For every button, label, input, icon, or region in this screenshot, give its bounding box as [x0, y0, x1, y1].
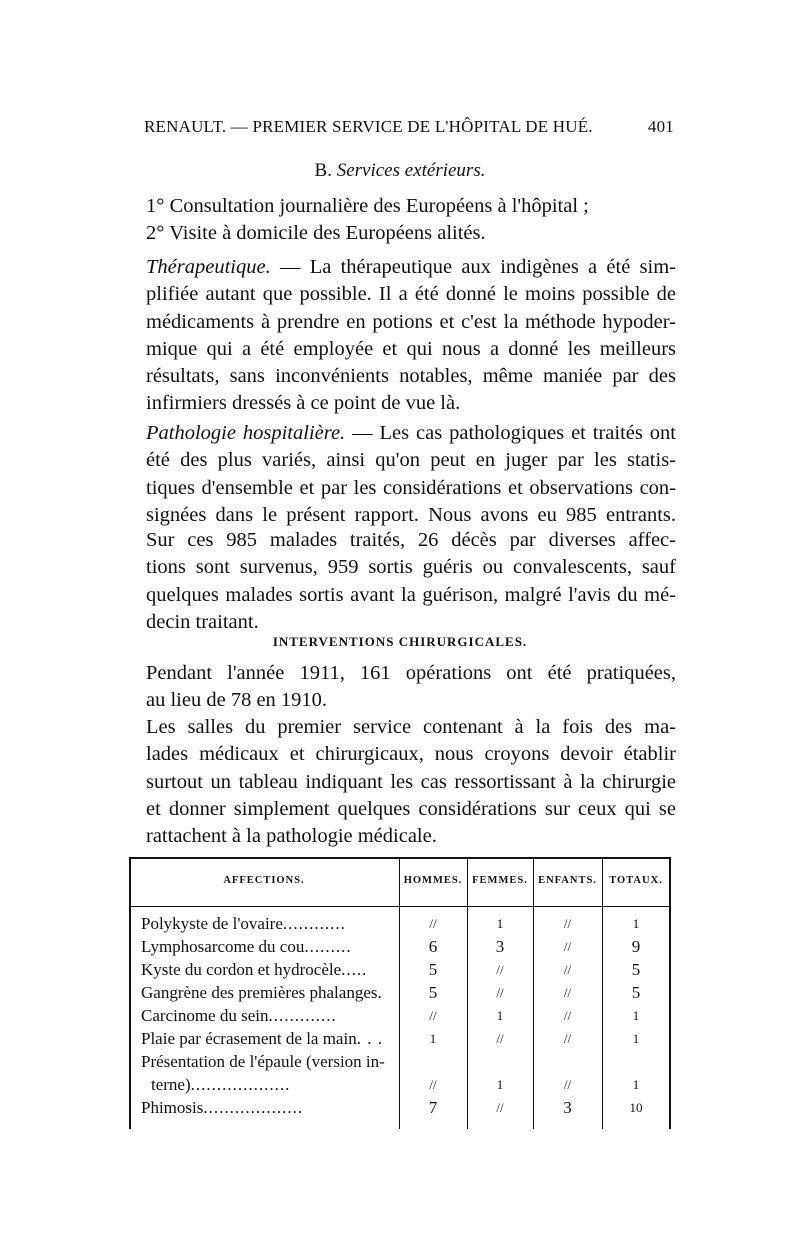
- column-header-enfants: ENFANTS.: [538, 875, 597, 886]
- affections-table: [129, 857, 670, 1129]
- cell-hommes: 7: [428, 1098, 438, 1117]
- column-header-femmes: FEMMES.: [472, 875, 528, 886]
- interventions-heading: INTERVENTIONS CHIRURGICALES.: [272, 634, 528, 649]
- cell-hommes: //: [429, 916, 437, 931]
- cell-totaux: [602, 1050, 670, 1073]
- text-line: surtout un tableau indiquant les cas ressortissant à la chirurgie: [146, 770, 676, 793]
- cell-hommes: 6: [428, 937, 438, 956]
- cell-enfants: //: [563, 939, 572, 954]
- text-line: tions sont survenus, 959 sortis guéris ou convalescents, sauf: [146, 556, 676, 579]
- cell-hommes: 1: [429, 1031, 437, 1046]
- text-line: Pathologie hospitalière. — Les cas pathologiques et traités ont: [146, 422, 676, 444]
- section-title-text: Services extérieurs.: [336, 160, 486, 181]
- table-row: [129, 981, 670, 1004]
- cell-femmes: 1: [496, 1077, 504, 1092]
- text-line: signées dans le présent rapport. Nous avons eu 985 entrants.: [146, 503, 676, 526]
- text-line: decin traitant.: [146, 610, 259, 633]
- paragraph-label: Pathologie hospitalière.: [146, 422, 346, 444]
- table-row: [129, 1004, 670, 1027]
- text-line: résultats, sans inconvénients notables, même maniée par des: [146, 365, 676, 388]
- table-row: [129, 912, 670, 935]
- affection-label: Gangrène des premières phalanges.: [141, 983, 383, 1002]
- cell-femmes: 1: [496, 916, 504, 931]
- section-letter: B.: [314, 160, 332, 181]
- table-row: [129, 1073, 670, 1096]
- cell-totaux: 9: [631, 937, 641, 956]
- affection-label: Polykyste de l'ovaire............: [141, 914, 346, 933]
- table-row: [129, 1050, 670, 1073]
- paragraph-salles: [146, 714, 676, 850]
- section-title: [0, 160, 800, 182]
- text-line: Les salles du premier service contenant à la fois des ma-: [146, 716, 676, 738]
- running-header: [144, 117, 674, 137]
- cell-totaux: 10: [629, 1100, 643, 1115]
- text-line: tiques d'ensemble et par les considérations et observations con-: [146, 476, 676, 499]
- affection-label: Phimosis...................: [141, 1098, 304, 1117]
- cell-hommes: //: [429, 1077, 437, 1092]
- cell-enfants: //: [563, 1077, 572, 1092]
- list-item: 2° Visite à domicile des Européens alités.: [146, 222, 486, 245]
- cell-hommes: 5: [428, 960, 438, 979]
- running-title: RENAULT. — PREMIER SERVICE DE L'HÔPITAL DE HUÉ.: [144, 117, 593, 136]
- paragraph-annee: [146, 660, 676, 715]
- cell-femmes: //: [496, 985, 504, 1000]
- cell-enfants: //: [563, 1031, 572, 1046]
- list-item: 1° Consultation journalière des Européens à l'hôpital ;: [146, 195, 589, 217]
- cell-femmes: 1: [496, 1008, 504, 1023]
- text-line: rattachent à la pathologie médicale.: [146, 825, 437, 848]
- services-list: [146, 193, 676, 248]
- text-line: et donner simplement quelques considérations sur ceux qui se: [146, 797, 676, 820]
- cell-femmes: [467, 1050, 533, 1073]
- text-line: lades médicaux et chirurgicaux, nous croyons devoir établir: [146, 743, 676, 766]
- cell-totaux: 1: [632, 1008, 640, 1023]
- affection-label: Carcinome du sein.............: [141, 1006, 337, 1025]
- text-line: Pendant l'année 1911, 161 opérations ont été pratiquées,: [146, 662, 676, 684]
- paragraph-pathologie: [146, 420, 676, 529]
- cell-totaux: 1: [632, 916, 640, 931]
- text-line: mique qui a été employée et qui nous a donné les meilleurs: [146, 337, 676, 360]
- cell-enfants: //: [563, 985, 572, 1000]
- cell-totaux: 1: [632, 1077, 640, 1092]
- affection-label: Plaie par écrasement de la main. . .: [141, 1029, 383, 1048]
- paragraph-label: Thérapeutique.: [146, 256, 271, 278]
- text-line: médicaments à prendre en potions et c'est la méthode hypoder-: [146, 310, 676, 333]
- cell-enfants: //: [563, 962, 572, 977]
- affection-label: Présentation de l'épaule (version in-: [141, 1052, 385, 1071]
- cell-hommes: 5: [428, 983, 438, 1002]
- table-row: [129, 1096, 670, 1119]
- paragraph-cas: [146, 527, 676, 636]
- text-line: été des plus variés, ainsi qu'on peut en juger par les statis-: [146, 449, 676, 472]
- table-row: [129, 1027, 670, 1050]
- page-number: 401: [647, 117, 674, 136]
- affection-label: Lymphosarcome du cou.........: [141, 937, 352, 956]
- cell-totaux: 5: [631, 960, 641, 979]
- text-line: Sur ces 985 malades traités, 26 décès par diverses affec-: [146, 529, 676, 551]
- cell-enfants: 3: [563, 1098, 572, 1117]
- cell-enfants: //: [563, 916, 572, 931]
- cell-femmes: //: [496, 1031, 504, 1046]
- table-row: [129, 935, 670, 958]
- column-header-totaux: TOTAUX.: [609, 875, 663, 886]
- cell-totaux: 5: [631, 983, 641, 1002]
- text-line: quelques malades sortis avant la guérison, malgré l'avis du mé-: [146, 583, 676, 606]
- cell-totaux: 1: [632, 1031, 640, 1046]
- cell-hommes: //: [429, 1008, 437, 1023]
- table-row: [129, 958, 670, 981]
- column-header-hommes: HOMMES.: [403, 875, 463, 886]
- text-line: au lieu de 78 en 1910.: [146, 689, 328, 712]
- cell-femmes: 3: [495, 937, 505, 956]
- cell-femmes: //: [496, 962, 504, 977]
- cell-hommes: [399, 1050, 467, 1073]
- paragraph-therapeutique: [146, 254, 676, 418]
- affection-label: terne)...................: [151, 1075, 291, 1094]
- affection-label: Kyste du cordon et hydrocèle.....: [141, 960, 368, 979]
- cell-enfants: [533, 1050, 602, 1073]
- cell-femmes: //: [496, 1100, 504, 1115]
- cell-enfants: //: [563, 1008, 572, 1023]
- text-line: plifiée autant que possible. Il a été donné le moins possible de: [146, 283, 676, 306]
- text-line: infirmiers dressés à ce point de vue là.: [146, 392, 461, 415]
- text-line: Thérapeutique. — La thérapeutique aux indigènes a été sim-: [146, 256, 676, 278]
- column-header-affections: AFFECTIONS.: [223, 875, 305, 886]
